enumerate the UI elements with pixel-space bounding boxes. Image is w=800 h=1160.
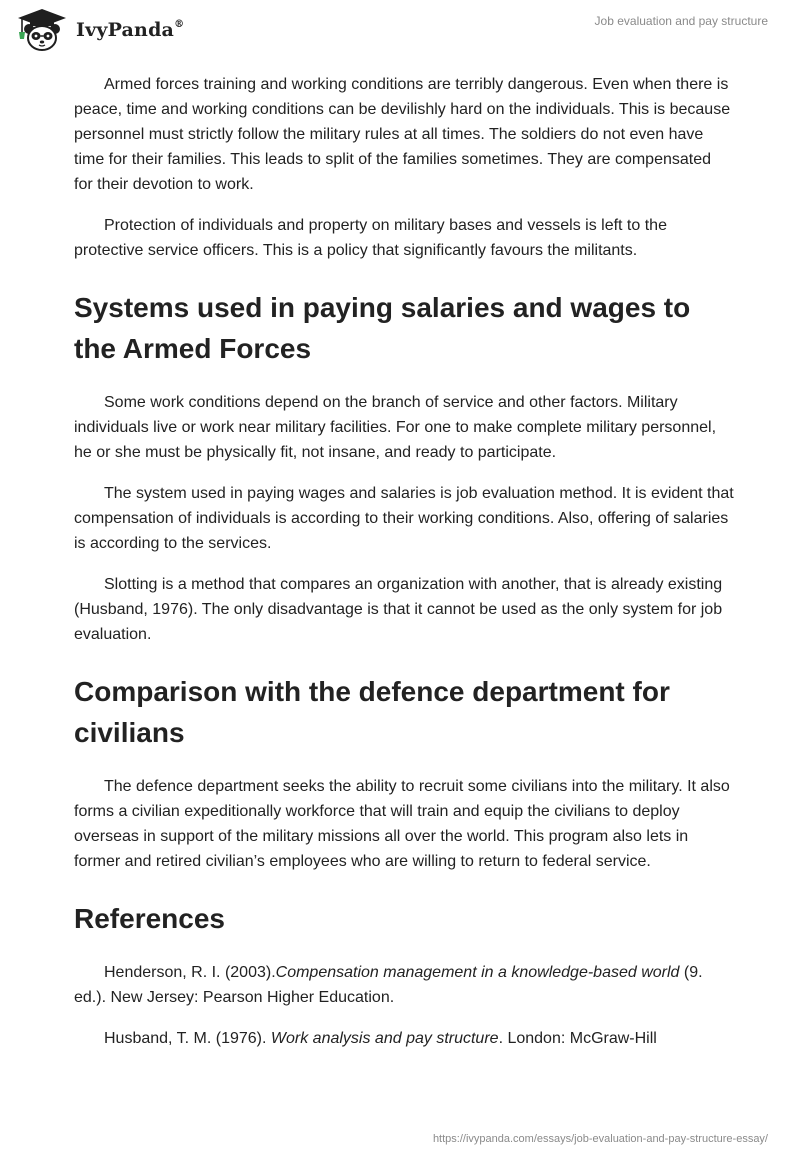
- paragraph: Some work conditions depend on the branch of service and other factors. Military individuals live or work near military facilities. For one to make complete military personnel, he or she must be physically fit, not insane, and ready to participate.: [74, 394, 717, 461]
- document-title: Job evaluation and pay structure: [594, 14, 768, 28]
- references-heading: References: [74, 903, 225, 934]
- reference-item: Henderson, R. I. (2003).Compensation management in a knowledge-based world (9. ed.). New Jersey: Pearson Higher Education.: [74, 964, 703, 1006]
- essay-body: [74, 72, 734, 1067]
- reference-title: Work analysis and pay structure: [270, 1030, 499, 1047]
- panda-graduate-icon: [14, 7, 70, 53]
- section-heading: Comparison with the defence department for civilians: [74, 676, 670, 748]
- section-heading: Systems used in paying salaries and wages to the Armed Forces: [74, 292, 691, 364]
- paragraph: Armed forces training and working conditions are terribly dangerous. Even when there is peace, time and working conditions can be devilishly hard on the individuals. This is because personnel must strictly follow the military rules at all times. The soldiers do not even have time for their families. This leads to split of the families sometimes. They are compensated for their devotion to work.: [74, 76, 731, 193]
- registered-mark: ®: [174, 18, 185, 30]
- references-list: [74, 960, 734, 1051]
- paragraph: Slotting is a method that compares an organization with another, that is already existing (Husband, 1976). The only disadvantage is that it cannot be used as the only system for job evaluation.: [74, 576, 723, 643]
- ivypanda-logo[interactable]: [14, 7, 184, 53]
- page-header: [0, 0, 800, 60]
- paragraph: The system used in paying wages and salaries is job evaluation method. It is evident that compensation of individuals is according to their working conditions. Also, offering of salaries is according to the services.: [74, 485, 734, 552]
- source-url[interactable]: https://ivypanda.com/essays/job-evaluation-and-pay-structure-essay/: [432, 1133, 768, 1145]
- paragraph: The defence department seeks the ability to recruit some civilians into the military. It also forms a civilian expeditionally workforce that will train and equip the civilians to deploy overseas in support of the military missions all over the world. This program also lets in former and retired civilian’s employees who are willing to return to federal service.: [74, 778, 730, 870]
- reference-item: Husband, T. M. (1976). Work analysis and pay structure. London: McGraw-Hill: [104, 1030, 657, 1047]
- reference-title: Compensation management in a knowledge-based world: [275, 964, 680, 981]
- brand-name: IvyPanda®: [76, 18, 185, 41]
- paragraph: Protection of individuals and property on military bases and vessels is left to the protective service officers. This is a policy that significantly favours the militants.: [74, 217, 667, 259]
